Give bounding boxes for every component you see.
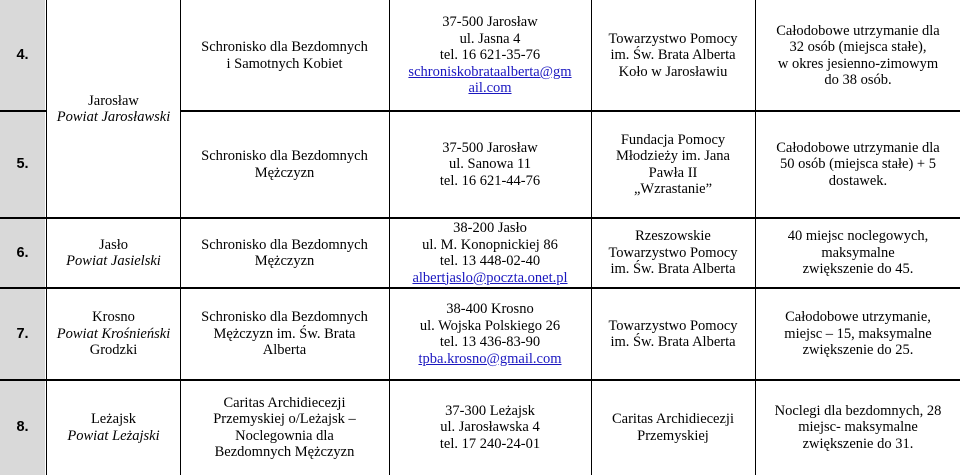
- location-cell: [47, 380, 180, 475]
- table-row: [0, 218, 960, 288]
- address-line: tel. 17 240-24-01: [439, 435, 541, 452]
- facility-line: Noclegownia dla: [235, 427, 334, 444]
- email-link[interactable]: ail.com: [468, 80, 512, 97]
- column-divider: [755, 0, 756, 475]
- operator-line: Pawła II: [648, 164, 698, 181]
- facility-cell: [181, 218, 388, 288]
- capacity-cell: [756, 380, 960, 475]
- row-number: 6.: [0, 218, 45, 288]
- column-divider: [591, 0, 592, 475]
- facility-cell: [181, 0, 388, 111]
- operator-line: Koło w Jarosławiu: [618, 63, 728, 80]
- row-number: 8.: [0, 380, 45, 475]
- city-name: Krosno: [92, 309, 135, 326]
- capacity-line: 50 osób (miejsca stałe) + 5: [780, 156, 936, 173]
- address-line: ul. M. Konopnickiej 86: [422, 236, 558, 253]
- table-row: [0, 0, 960, 125]
- address-cell: [390, 288, 590, 380]
- facility-line: Schronisko dla Bezdomnych: [201, 309, 368, 326]
- county-name: Powiat Jarosławski: [56, 109, 171, 125]
- facility-line: Schronisko dla Bezdomnych: [201, 39, 368, 55]
- email-link[interactable]: albertjaslo@poczta.onet.pl: [412, 269, 568, 286]
- operator-cell: [592, 0, 754, 111]
- capacity-cell: [756, 0, 960, 111]
- operator-line: Caritas Archidiecezji: [612, 411, 734, 427]
- operator-line: im. Św. Brata Alberta: [610, 334, 736, 350]
- facility-line: Schronisko dla Bezdomnych: [201, 148, 368, 164]
- address-line: 37-500 Jarosław: [442, 14, 538, 31]
- address-line: tel. 16 621-35-76: [439, 47, 541, 64]
- row-number: 5.: [0, 111, 45, 218]
- capacity-line: zwiększenie do 31.: [802, 435, 914, 452]
- column-divider: [180, 0, 181, 475]
- table-row: [0, 288, 960, 380]
- facility-line: Schronisko dla Bezdomnych: [201, 236, 368, 253]
- facility-line: Alberta: [262, 342, 307, 359]
- address-cell: [390, 380, 590, 475]
- email-link[interactable]: schroniskobrataalberta@gm: [408, 63, 572, 80]
- capacity-line: miejsc- maksymalne: [798, 419, 918, 436]
- address-line: ul. Sanowa 11: [448, 156, 532, 173]
- capacity-line: 40 miejsc noclegowych,: [787, 228, 929, 245]
- county-name: Powiat Leżajski: [67, 427, 160, 444]
- table-row: [0, 380, 960, 475]
- location-cell: [47, 288, 180, 380]
- email-link[interactable]: tpba.krosno@gmail.com: [418, 350, 562, 367]
- operator-line: Przemyskiej: [637, 427, 709, 444]
- address-line: ul. Jasna 4: [459, 30, 521, 47]
- address-line: tel. 16 621-44-76: [439, 172, 541, 189]
- capacity-line: 32 osób (miejsca stałe),: [789, 39, 927, 55]
- row-divider: [0, 379, 960, 381]
- facility-line: Mężczyzn im. Św. Brata: [213, 325, 356, 342]
- capacity-line: zwiększenie do 45.: [802, 261, 914, 278]
- capacity-line: do 38 osób.: [824, 72, 892, 88]
- facility-line: i Samotnych Kobiet: [226, 55, 343, 72]
- capacity-line: Całodobowe utrzymanie,: [785, 309, 931, 326]
- capacity-line: Całodobowe utrzymanie dla: [776, 139, 940, 156]
- county-name: Powiat Jasielski: [66, 253, 161, 269]
- address-line: tel. 13 448-02-40: [439, 253, 541, 269]
- address-line: 37-500 Jarosław: [442, 139, 538, 156]
- operator-line: im. Św. Brata Alberta: [610, 47, 736, 64]
- city-name: Leżajsk: [90, 411, 137, 427]
- address-line: 38-400 Krosno: [446, 301, 534, 317]
- row-number: 4.: [0, 0, 45, 111]
- operator-cell: [592, 111, 754, 218]
- operator-cell: [592, 218, 754, 288]
- address-cell: [390, 0, 590, 111]
- operator-line: „Wzrastanie”: [633, 181, 713, 197]
- capacity-cell: [756, 111, 960, 218]
- facility-cell: [181, 111, 388, 218]
- row-divider: [180, 110, 960, 112]
- county-name-suffix: Grodzki: [89, 342, 138, 359]
- capacity-line: w okres jesienno-zimowym: [777, 55, 939, 72]
- facility-line: Mężczyzn: [254, 164, 315, 181]
- address-line: ul. Jarosławska 4: [440, 419, 540, 436]
- row-number: 7.: [0, 288, 45, 380]
- operator-line: Fundacja Pomocy: [620, 131, 726, 148]
- city-name: Jasło: [99, 236, 128, 253]
- operator-line: Młodzieży im. Jana: [616, 148, 730, 164]
- capacity-cell: [756, 288, 960, 380]
- capacity-line: zwiększenie do 25.: [802, 342, 914, 359]
- address-line: 38-200 Jasło: [453, 220, 527, 236]
- location-cell: [47, 218, 180, 288]
- capacity-line: dostawek.: [828, 172, 888, 189]
- operator-cell: [592, 380, 754, 475]
- capacity-line: maksymalne: [821, 244, 895, 261]
- address-cell: [390, 111, 590, 218]
- operator-line: Towarzystwo Pomocy: [608, 317, 738, 334]
- capacity-line: Całodobowe utrzymanie dla: [776, 22, 940, 39]
- operator-line: im. Św. Brata Alberta: [610, 261, 736, 278]
- address-line: 37-300 Leżajsk: [445, 402, 535, 419]
- capacity-line: Noclegi dla bezdomnych, 28: [774, 402, 942, 419]
- operator-line: Towarzystwo Pomocy: [608, 30, 738, 47]
- facility-line: Caritas Archidiecezji: [223, 394, 346, 411]
- operator-line: Towarzystwo Pomocy: [608, 244, 738, 261]
- capacity-line: miejsc – 15, maksymalne: [784, 325, 932, 342]
- column-divider: [389, 0, 390, 475]
- row-divider: [0, 287, 960, 289]
- address-line: tel. 13 436-83-90: [439, 334, 541, 350]
- capacity-cell: [756, 218, 960, 288]
- address-cell: [390, 218, 590, 288]
- facility-line: Bezdomnych Mężczyzn: [214, 444, 355, 460]
- facility-line: Mężczyzn: [254, 253, 315, 269]
- facility-cell: [181, 288, 388, 380]
- facility-cell: [181, 380, 388, 475]
- facility-line: Przemyskiej o/Leżajsk –: [213, 411, 356, 427]
- city-name: Jarosław: [88, 92, 139, 109]
- operator-line: Rzeszowskie: [635, 228, 711, 245]
- operator-cell: [592, 288, 754, 380]
- county-name: Powiat Krośnieński: [56, 325, 171, 342]
- address-line: ul. Wojska Polskiego 26: [419, 317, 561, 334]
- row-divider: [0, 110, 47, 112]
- location-cell: [47, 0, 180, 218]
